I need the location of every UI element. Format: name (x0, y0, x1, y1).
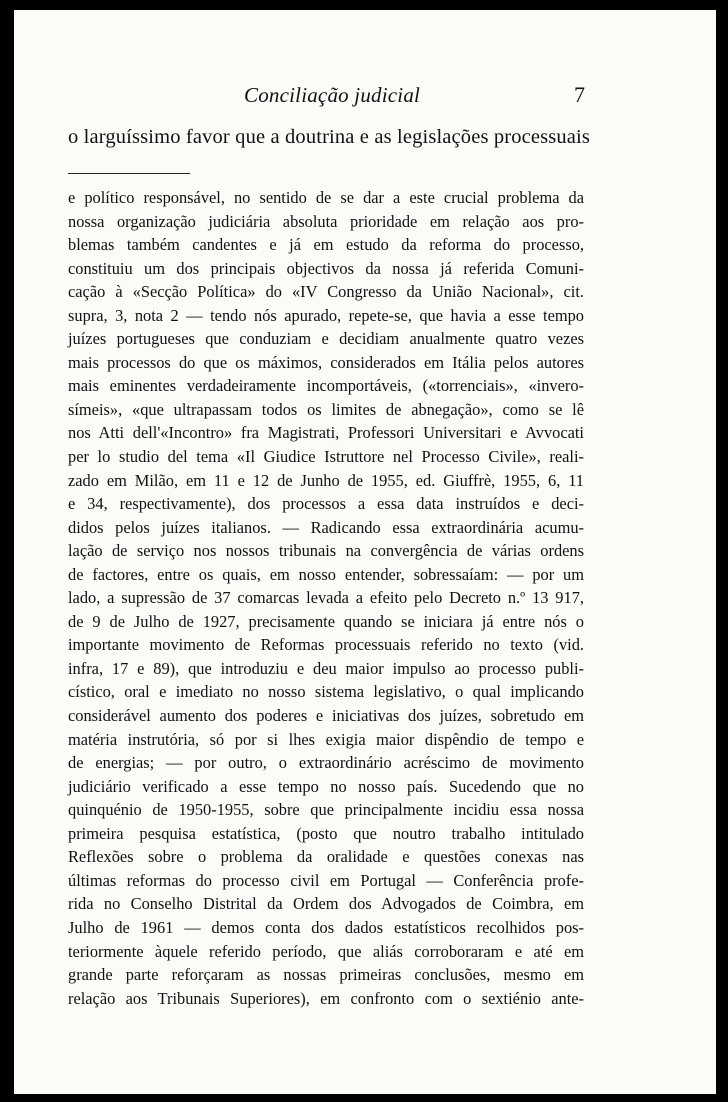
page-number: 7 (574, 82, 585, 107)
footnote-line: lação de serviço nos nossos tribunais na convergência de várias ordens (68, 541, 584, 561)
footnote-line: de energias; — por outro, o extraordinário acréscimo de movimento (68, 753, 584, 773)
footnote-line: matéria instrutória, só por si lhes exigia maior dispêndio de tempo e (68, 729, 584, 749)
footnote-line: de 9 de Julho de 1927, precisamente quando se iniciara já entre nós o (68, 611, 584, 631)
footnote (68, 186, 584, 1010)
footnote-line: blemas também candentes e já em estudo da reforma do processo, (68, 235, 584, 255)
footnote-line: cação à «Secção Política» do «IV Congresso da União Nacional», cit. (68, 282, 584, 302)
footnote-line: infra, 17 e 89), que introduziu e deu maior impulso ao processo publi- (68, 658, 584, 678)
footnote-line: lado, a supressão de 37 comarcas levada a efeito pelo Decreto n.º 13 917, (68, 588, 584, 608)
footnote-line: nos Atti dell'«Incontro» fra Magistrati, Professori Universitari e Avvocati (68, 423, 584, 443)
footnote-line: teriormente àquele referido período, que aliás corroboraram e até em (68, 941, 584, 961)
footnote-line: símeis», «que ultrapassam todos os limites de abnegação», como se lê (68, 399, 584, 419)
footnote-line: e 34, respectivamente), dos processos a essa data instruídos e deci- (68, 494, 584, 514)
footnote-line: Julho de 1961 — demos conta dos dados estatísticos recolhidos pos- (68, 917, 584, 937)
footnote-line: supra, 3, nota 2 — tendo nós apurado, repete-se, que havia a esse tempo (68, 305, 584, 325)
running-head: Conciliação judicial (244, 83, 421, 107)
footnote-line: grande parte reforçaram as nossas primeiras conclusões, mesmo em (68, 965, 584, 985)
footnote-line: didos pelos juízes italianos. — Radicando essa extraordinária acumu- (68, 517, 584, 537)
footnote-line: primeira pesquisa estatística, (posto que noutro trabalho intitulado (68, 823, 584, 843)
footnote-line: Reflexões sobre o problema da oralidade e questões conexas nas (68, 847, 584, 867)
body-text-line: o larguíssimo favor que a doutrina e as legislações processuais (68, 126, 590, 148)
footnote-line: e político responsável, no sentido de se dar a este crucial problema da (68, 188, 584, 207)
footnote-line: nossa organização judiciária absoluta prioridade em relação aos pro- (68, 211, 584, 231)
footnote-line: mais processos do que os máximos, considerados em Itália pelos autores (68, 352, 584, 372)
footnote-separator (68, 173, 190, 174)
footnote-line: judiciário verificado a esse tempo no nosso país. Sucedendo que no (68, 776, 584, 796)
page-header (14, 83, 716, 113)
footnote-line: quinquénio de 1950-1955, sobre que principalmente incidiu essa nossa (68, 800, 584, 820)
footnote-line: importante movimento de Reformas processuais referido no texto (vid. (68, 635, 584, 655)
footnote-line: juízes portugueses que conduziam e decidiam anualmente quatro vezes (68, 329, 584, 349)
footnote-line: mais eminentes verdadeiramente incomportáveis, («torrenciais», «invero- (68, 376, 584, 396)
footnote-line: de factores, entre os quais, em nosso entender, sobressaíam: — por um (68, 564, 584, 584)
footnote-line: per lo studio del tema «Il Giudice Istruttore nel Processo Civile», reali- (68, 447, 584, 467)
footnote-line: constituiu um dos principais objectivos da nossa já referida Comuni- (68, 258, 584, 278)
footnote-line: zado em Milão, em 11 e 12 de Junho de 1955, ed. Giuffrè, 1955, 6, 11 (68, 470, 584, 490)
book-page (14, 10, 716, 1094)
footnote-line: últimas reformas do processo civil em Portugal — Conferência profe- (68, 870, 584, 890)
footnote-line: rida no Conselho Distrital da Ordem dos Advogados de Coimbra, em (68, 894, 584, 914)
footnote-line: cístico, oral e imediato no nosso sistema legislativo, o qual implicando (68, 682, 584, 702)
footnote-line: considerável aumento dos poderes e iniciativas dos juízes, sobretudo em (68, 706, 584, 726)
footnote-line: relação aos Tribunais Superiores), em confronto com o sextiénio ante- (68, 988, 584, 1008)
